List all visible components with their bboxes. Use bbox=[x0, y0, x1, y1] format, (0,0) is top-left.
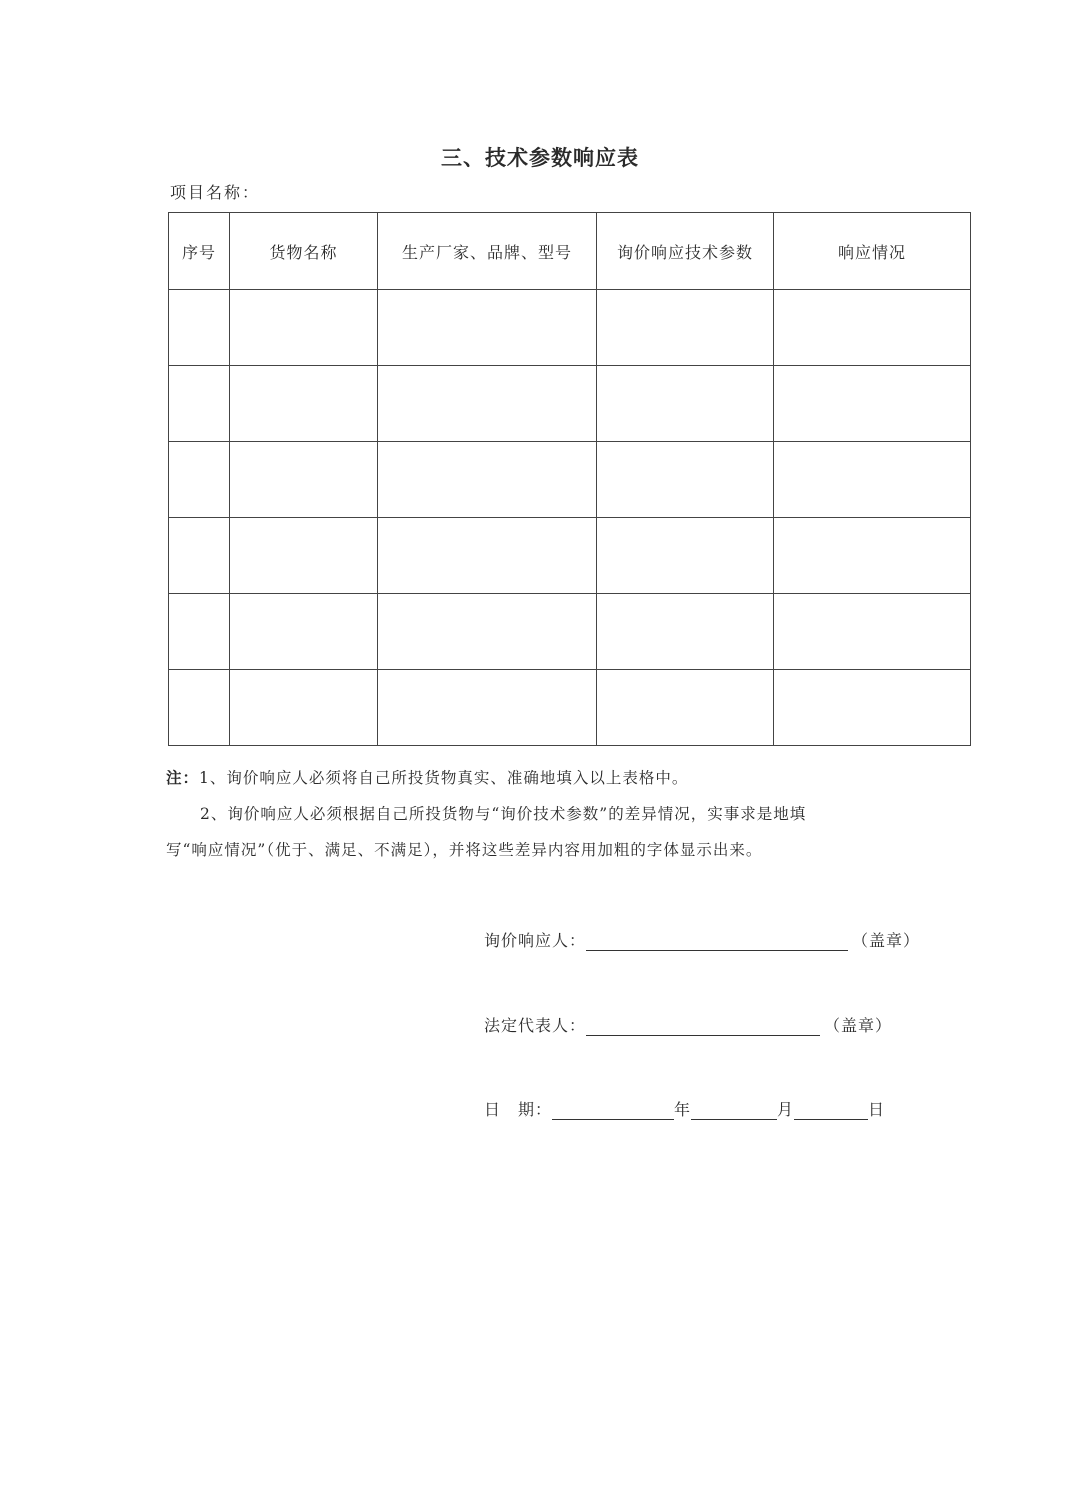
legal-rep-stamp-note: （盖章） bbox=[824, 1016, 893, 1035]
table-cell[interactable] bbox=[597, 290, 774, 366]
header-response-tech-params: 询价响应技术参数 bbox=[597, 213, 774, 290]
legal-rep-signature-line bbox=[484, 1013, 892, 1036]
date-label: 日 期： bbox=[484, 1100, 553, 1119]
table-row bbox=[169, 670, 971, 746]
note-1 bbox=[166, 760, 916, 796]
table-cell[interactable] bbox=[774, 442, 971, 518]
table-cell[interactable] bbox=[230, 442, 378, 518]
table-cell[interactable] bbox=[169, 442, 230, 518]
legal-rep-blank[interactable] bbox=[586, 1017, 820, 1036]
responder-stamp-note: （盖章） bbox=[852, 931, 921, 950]
table-cell[interactable] bbox=[378, 442, 597, 518]
table-cell[interactable] bbox=[230, 290, 378, 366]
day-blank[interactable] bbox=[794, 1101, 868, 1120]
table-cell[interactable] bbox=[230, 670, 378, 746]
table-cell[interactable] bbox=[378, 518, 597, 594]
table-cell[interactable] bbox=[597, 594, 774, 670]
table-cell[interactable] bbox=[230, 594, 378, 670]
table-cell[interactable] bbox=[169, 518, 230, 594]
table-row bbox=[169, 594, 971, 670]
table-cell[interactable] bbox=[774, 518, 971, 594]
responder-label: 询价响应人： bbox=[484, 931, 587, 950]
notes-section bbox=[166, 760, 916, 868]
table-cell[interactable] bbox=[169, 670, 230, 746]
table-row bbox=[169, 518, 971, 594]
day-label: 日 bbox=[868, 1100, 886, 1119]
table-cell[interactable] bbox=[597, 366, 774, 442]
header-goods-name: 货物名称 bbox=[230, 213, 378, 290]
note-prefix: 注： bbox=[166, 768, 200, 787]
legal-rep-label: 法定代表人： bbox=[484, 1016, 587, 1035]
responder-signature-line bbox=[484, 928, 920, 951]
date-line bbox=[484, 1097, 885, 1120]
year-blank[interactable] bbox=[552, 1101, 674, 1120]
month-label: 月 bbox=[777, 1100, 795, 1119]
table-row bbox=[169, 442, 971, 518]
table-cell[interactable] bbox=[378, 290, 597, 366]
header-manufacturer-brand-model: 生产厂家、品牌、型号 bbox=[378, 213, 597, 290]
table-cell[interactable] bbox=[774, 670, 971, 746]
table-cell[interactable] bbox=[597, 442, 774, 518]
table-cell[interactable] bbox=[378, 366, 597, 442]
month-blank[interactable] bbox=[691, 1101, 777, 1120]
table-cell[interactable] bbox=[378, 594, 597, 670]
year-label: 年 bbox=[674, 1100, 692, 1119]
note-1-text: 1、询价响应人必须将自己所投货物真实、准确地填入以上表格中。 bbox=[199, 769, 689, 787]
table-row bbox=[169, 290, 971, 366]
table-cell[interactable] bbox=[597, 670, 774, 746]
table-cell[interactable] bbox=[774, 366, 971, 442]
table-row bbox=[169, 366, 971, 442]
table-cell[interactable] bbox=[774, 594, 971, 670]
page-title: 三、技术参数响应表 bbox=[441, 145, 639, 170]
header-serial-number: 序号 bbox=[169, 213, 230, 290]
table-cell[interactable] bbox=[378, 670, 597, 746]
header-response-status: 响应情况 bbox=[774, 213, 971, 290]
tech-params-table bbox=[168, 212, 971, 746]
table-cell[interactable] bbox=[169, 366, 230, 442]
table-cell[interactable] bbox=[774, 290, 971, 366]
table-cell[interactable] bbox=[169, 290, 230, 366]
table-cell[interactable] bbox=[230, 366, 378, 442]
table-header-row bbox=[169, 213, 971, 290]
table-cell[interactable] bbox=[597, 518, 774, 594]
note-2-line-2: 写“响应情况”（优于、满足、不满足），并将这些差异内容用加粗的字体显示出来。 bbox=[166, 841, 763, 859]
note-2-line-1: 2、询价响应人必须根据自己所投货物与“询价技术参数”的差异情况，实事求是地填 bbox=[200, 805, 807, 823]
project-name-label: 项目名称： bbox=[170, 183, 261, 202]
table-cell[interactable] bbox=[169, 594, 230, 670]
responder-blank[interactable] bbox=[586, 932, 848, 951]
table-cell[interactable] bbox=[230, 518, 378, 594]
